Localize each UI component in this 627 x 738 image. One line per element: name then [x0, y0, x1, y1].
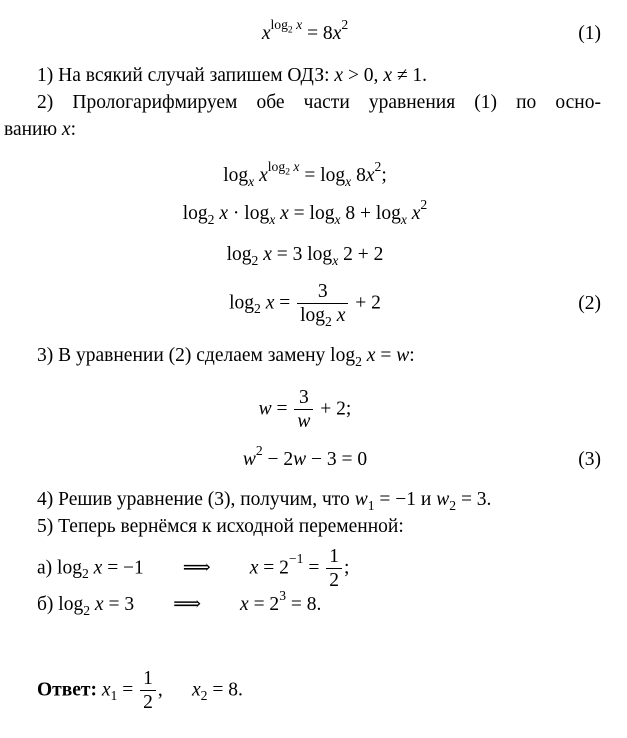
- math-variable: x: [365, 165, 375, 186]
- step-1-text: [13, 66, 625, 86]
- subscript: [325, 314, 332, 329]
- text-run: = 3 log: [271, 244, 333, 265]
- text-run: 2: [255, 442, 263, 458]
- text-run: 8 + log: [340, 203, 401, 224]
- math-variable: w: [293, 449, 307, 470]
- superscript: [267, 158, 300, 178]
- math-variable: x: [296, 16, 303, 32]
- text-run: 2: [207, 211, 215, 227]
- text-run: 1: [143, 668, 153, 689]
- text-run: 2: [83, 602, 91, 618]
- subscript: [401, 212, 407, 227]
- math-variable: x: [248, 173, 255, 189]
- text-run: 2: [287, 24, 293, 36]
- text-run: 8: [351, 165, 366, 186]
- math-variable: w: [354, 489, 368, 510]
- text-run: 2: [143, 692, 153, 714]
- text-run: 5) Теперь вернёмся к исходной переменной:: [37, 516, 404, 537]
- equation-simplify: [0, 244, 610, 268]
- math-variable: x: [219, 203, 229, 224]
- text-run: 2) Прологарифмируем обе части уравнения (1) по осно-: [37, 92, 601, 113]
- text-run: 1: [367, 497, 375, 513]
- text-run: + 2;: [315, 398, 352, 420]
- answer: [37, 667, 243, 715]
- text-run: log: [267, 158, 286, 174]
- text-run: · log: [228, 203, 270, 224]
- math-variable: x: [61, 119, 71, 140]
- text-run: 1: [110, 688, 118, 704]
- denominator: [294, 409, 313, 433]
- math-variable: x: [383, 65, 392, 86]
- text-run: 2: [81, 566, 89, 582]
- text-run: :: [70, 119, 76, 140]
- text-run: ;: [343, 557, 350, 579]
- math-variable: x: [269, 211, 276, 227]
- text-run: = 8.: [207, 679, 243, 701]
- text-run: ,: [157, 679, 192, 701]
- text-run: = 8.: [286, 594, 322, 615]
- numerator: [326, 545, 342, 568]
- text-run: б) log: [37, 594, 84, 615]
- text-run: 2: [285, 166, 290, 178]
- step-2-text: [13, 93, 601, 113]
- numerator: [294, 386, 313, 409]
- text-run: + 2: [350, 292, 381, 314]
- text-run: 2: [355, 353, 362, 369]
- math-variable: x: [249, 557, 259, 579]
- math-variable: x: [261, 23, 271, 44]
- superscript: [341, 17, 348, 32]
- superscript: [420, 197, 427, 212]
- numerator: [297, 280, 348, 303]
- math-variable: x: [240, 594, 249, 615]
- case-b: [37, 587, 322, 618]
- text-run: 3) В уравнении (2) сделаем замену log: [37, 345, 356, 366]
- math-variable: x: [400, 211, 407, 227]
- subscript: [254, 301, 261, 316]
- text-run: 2: [329, 570, 339, 592]
- text-run: − 3 = 0: [306, 449, 368, 470]
- denominator: [326, 568, 342, 592]
- math-variable: x: [293, 158, 300, 174]
- math-variable: x: [265, 292, 275, 314]
- math-variable: x: [332, 23, 342, 44]
- math-variable: x: [334, 211, 341, 227]
- text-run: = 3 ⟹: [103, 594, 241, 615]
- text-run: 2: [374, 158, 382, 174]
- text-run: log: [229, 292, 255, 314]
- text-run: = 2: [248, 594, 280, 615]
- text-run: log: [223, 165, 249, 186]
- denominator: [297, 303, 348, 330]
- text-run: ≠ 1.: [391, 65, 428, 86]
- text-run: :: [409, 345, 415, 366]
- superscript: [270, 16, 303, 36]
- text-run: ванию: [4, 119, 62, 140]
- step-2-text-continued: [4, 120, 76, 140]
- subscript: [368, 498, 375, 513]
- math-variable: w: [242, 449, 256, 470]
- equation-number: (1): [578, 23, 601, 44]
- text-run: 2: [254, 301, 261, 317]
- text-run: > 0,: [343, 65, 384, 86]
- math-variable: x: [411, 203, 421, 224]
- math-variable: x: [336, 305, 346, 327]
- text-run: = 3.: [456, 489, 492, 510]
- equation-1: [0, 16, 610, 44]
- text-run: 2: [449, 497, 457, 513]
- fraction: [140, 667, 156, 715]
- superscript: [256, 443, 263, 458]
- math-variable: w: [258, 398, 272, 420]
- text-run: 2: [325, 314, 332, 330]
- equation-log-both-sides: [0, 158, 610, 189]
- math-variable: w: [396, 345, 410, 366]
- equation-number: (3): [578, 449, 601, 470]
- math-variable: x: [192, 679, 201, 701]
- math-variable: w: [297, 411, 311, 433]
- text-run: 2: [251, 252, 259, 268]
- subscript: [288, 24, 293, 35]
- math-variable: x: [101, 679, 111, 701]
- text-run: =: [375, 345, 397, 366]
- fraction: [294, 386, 313, 434]
- text-run: = 2: [258, 557, 289, 579]
- subscript: [355, 354, 362, 369]
- subscript: [82, 566, 89, 581]
- text-run: = log: [288, 203, 335, 224]
- fraction: [297, 280, 348, 328]
- text-run: 2: [420, 196, 428, 212]
- math-variable: x: [334, 65, 344, 86]
- step-4-text: [13, 489, 625, 513]
- text-run: 2: [200, 688, 208, 704]
- subscript: [208, 212, 215, 227]
- numerator: [140, 667, 156, 690]
- math-variable: x: [259, 165, 268, 186]
- text-run: 3: [317, 281, 328, 302]
- math-variable: x: [93, 557, 103, 579]
- text-run: = log: [299, 165, 346, 186]
- text-run: =: [117, 679, 139, 701]
- math-variable: x: [345, 173, 352, 189]
- math-variable: x: [332, 252, 339, 268]
- text-run: 3: [279, 587, 287, 603]
- text-run: 1: [329, 546, 339, 567]
- equation-number: (2): [578, 293, 601, 314]
- text-run: log: [300, 305, 326, 327]
- fraction: [326, 545, 342, 593]
- text-run: 4) Решив уравнение (3), получим, что: [37, 489, 355, 510]
- case-a: [37, 545, 349, 593]
- math-variable: w: [436, 489, 450, 510]
- math-variable: x: [366, 345, 376, 366]
- text-run: 3: [299, 387, 309, 408]
- text-run: log: [270, 16, 288, 32]
- superscript: [289, 551, 304, 566]
- superscript: [279, 588, 286, 603]
- equation-expand: [0, 196, 610, 227]
- text-run: =: [274, 292, 296, 314]
- step-5-text: [13, 517, 625, 537]
- text-run: = −1 ⟹: [102, 557, 250, 579]
- text-run: − 2: [262, 449, 294, 470]
- text-run: ;: [381, 165, 387, 186]
- text-run: =: [271, 398, 293, 420]
- equation-2: [0, 280, 610, 328]
- text-run: = 8: [302, 23, 333, 44]
- step-3-text: [13, 345, 625, 369]
- text-run: = −1 и: [374, 489, 437, 510]
- text-run: 1) На всякий случай запишем ОДЗ:: [37, 65, 335, 86]
- text-run: 2: [341, 16, 349, 32]
- text-run: =: [303, 557, 325, 579]
- equation-substitution: [0, 386, 610, 434]
- text-run: Ответ:: [37, 679, 102, 701]
- math-variable: x: [263, 244, 272, 265]
- text-run: 2 + 2: [338, 244, 384, 265]
- text-run: −1: [288, 551, 304, 567]
- text-run: log: [182, 203, 208, 224]
- text-run: а) log: [37, 557, 82, 579]
- equation-3: [0, 442, 610, 470]
- text-run: log: [226, 244, 252, 265]
- math-variable: x: [94, 594, 104, 615]
- math-variable: x: [280, 203, 289, 224]
- denominator: [140, 690, 156, 714]
